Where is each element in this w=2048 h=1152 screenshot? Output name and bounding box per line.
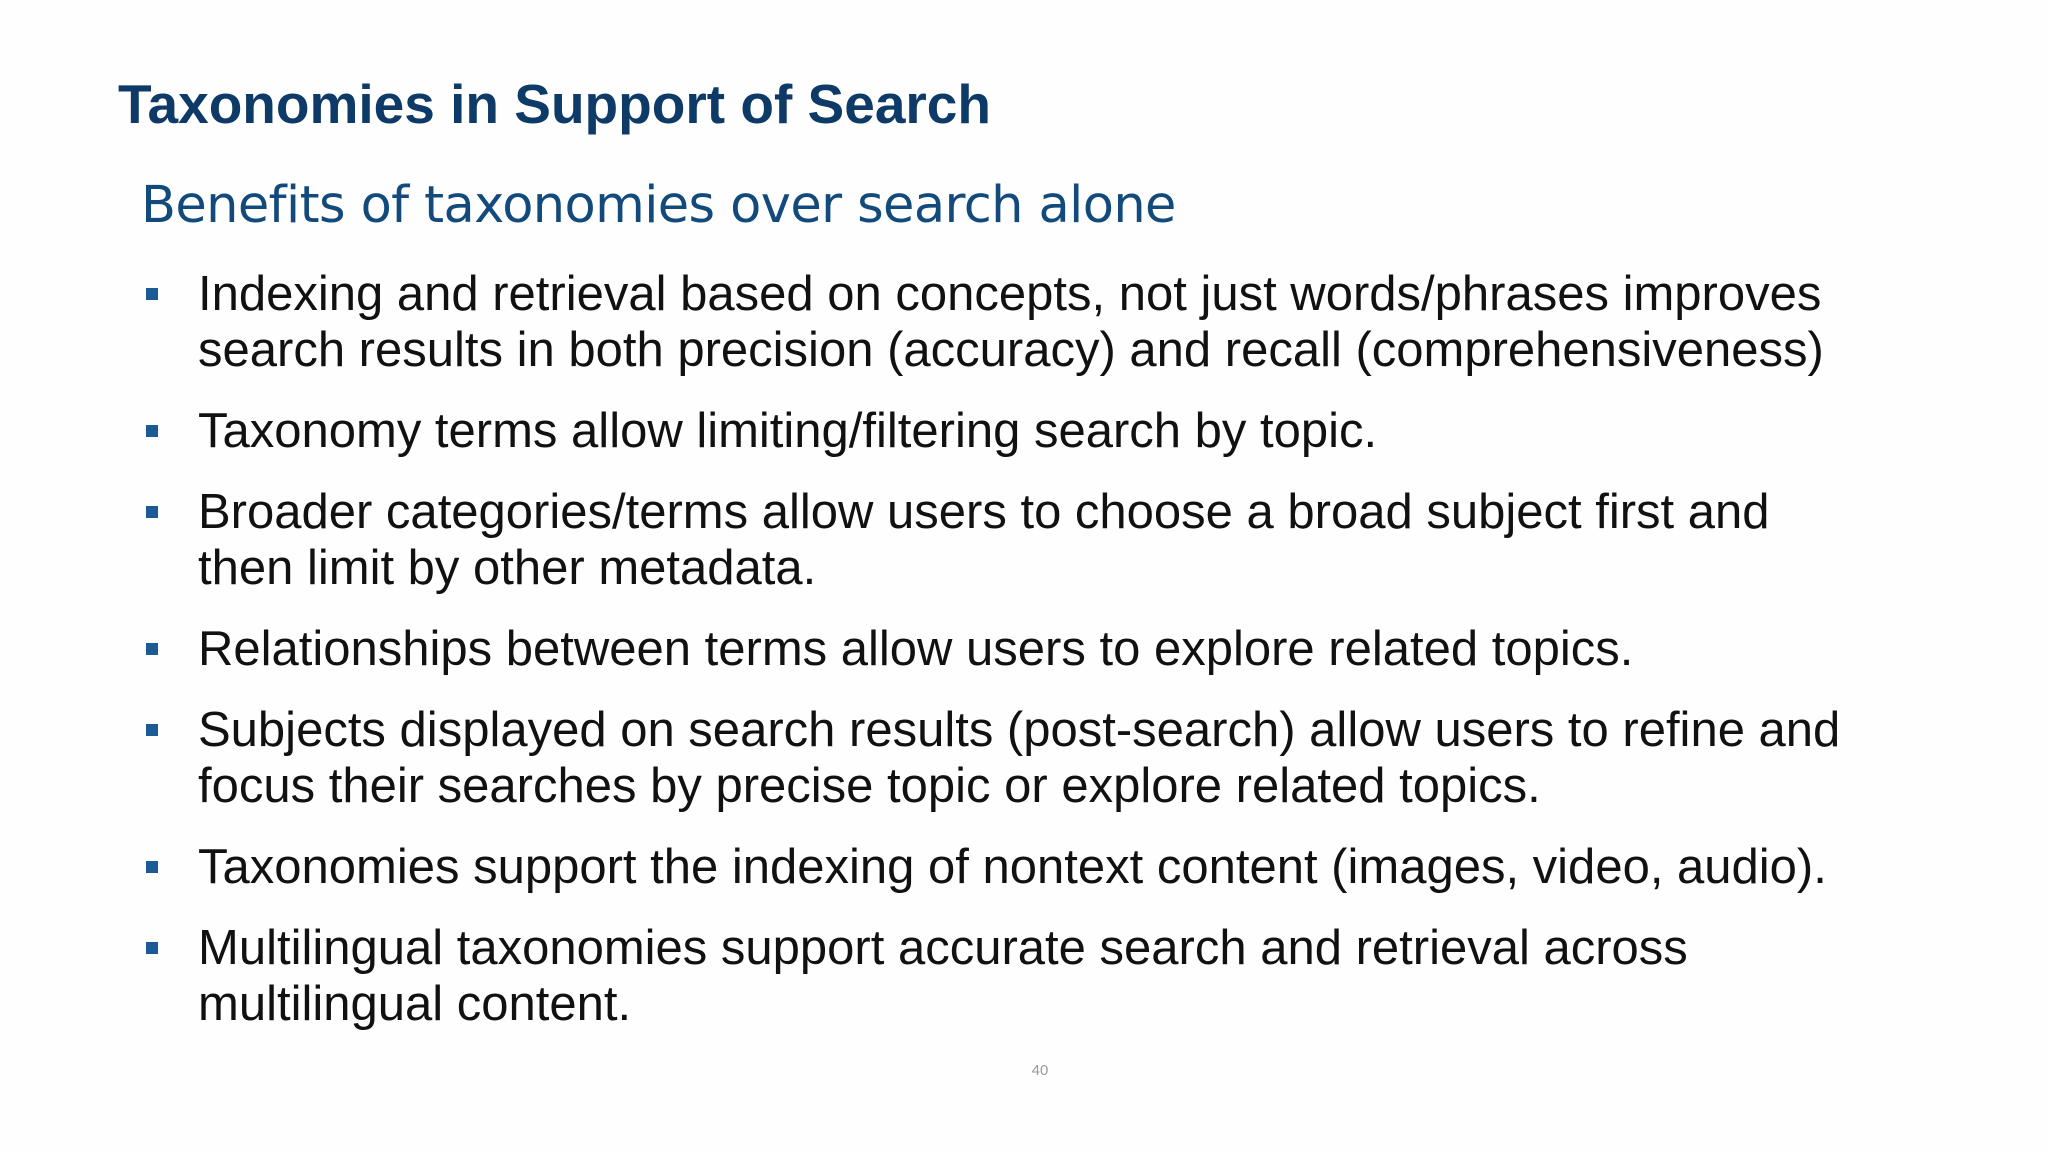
slide-title: Taxonomies in Support of Search [118, 73, 991, 135]
bullet-line: then limit by other metadata. [198, 541, 817, 595]
bullet-item [140, 266, 1940, 378]
bullet-line: Subjects displayed on search results (post-search) allow users to refine and [198, 703, 1841, 757]
bullet-line: Relationships between terms allow users to explore related topics. [198, 622, 1634, 676]
bullet-line: Broader categories/terms allow users to choose a broad subject first and [198, 485, 1770, 539]
bullet-item [140, 484, 1940, 596]
bullet-line: Indexing and retrieval based on concepts, not just words/phrases improves [198, 267, 1822, 321]
bullet-item [140, 702, 1940, 814]
slide-subtitle: Benefits of taxonomies over search alone [141, 176, 1176, 235]
bullet-item [140, 920, 1940, 1032]
bullet-item [140, 403, 1940, 459]
bullet-line: Multilingual taxonomies support accurate search and retrieval across [198, 921, 1688, 975]
bullet-item [140, 621, 1940, 677]
bullet-list [140, 266, 1940, 1057]
bullet-line: focus their searches by precise topic or explore related topics. [198, 759, 1541, 813]
page-number: 40 [1031, 1062, 1049, 1079]
bullet-line: multilingual content. [198, 977, 632, 1031]
bullet-line: Taxonomies support the indexing of nontext content (images, video, audio). [198, 840, 1827, 894]
square-bullet-icon [146, 506, 158, 518]
square-bullet-icon [146, 861, 158, 873]
square-bullet-icon [146, 425, 158, 437]
bullet-item [140, 839, 1940, 895]
bullet-line: Taxonomy terms allow limiting/filtering search by topic. [198, 404, 1378, 458]
square-bullet-icon [146, 942, 158, 954]
square-bullet-icon [146, 288, 158, 300]
square-bullet-icon [146, 643, 158, 655]
square-bullet-icon [146, 724, 158, 736]
bullet-line: search results in both precision (accuracy) and recall (comprehensiveness) [198, 323, 1824, 377]
